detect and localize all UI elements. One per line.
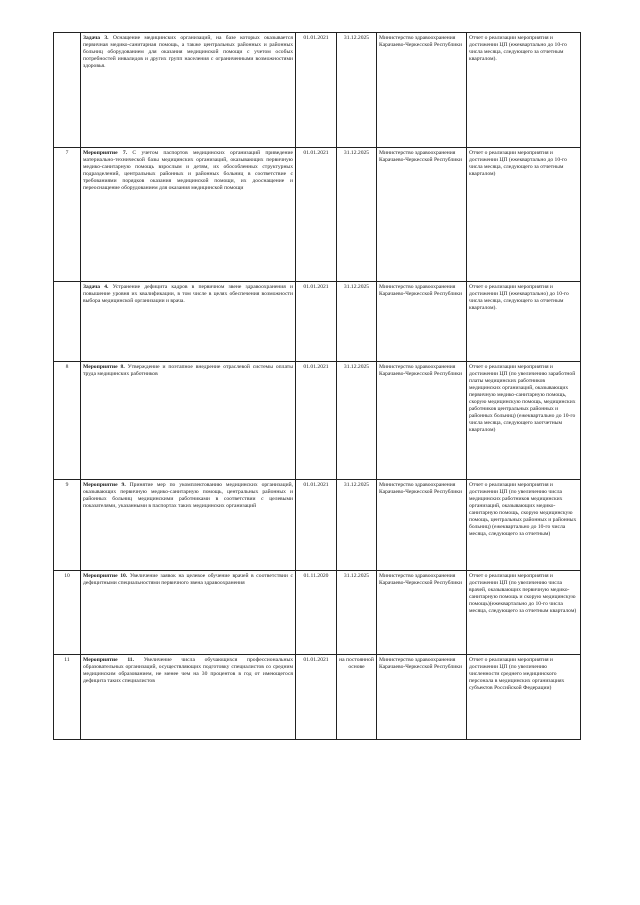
- table-row: [54, 362, 581, 480]
- start-date: 01.01.2021: [296, 33, 337, 148]
- table-row: [54, 282, 581, 362]
- activity-text: Утверждение и поэтапное внедрение отраслевой системы оплаты труда медицинских работников: [83, 363, 293, 377]
- start-date: 01.01.2021: [296, 282, 337, 362]
- activity-label: Мероприятие 7.: [83, 149, 128, 156]
- executor-cell: Министерство здравоохранения Карачаево-Черкесской Республики: [377, 148, 467, 282]
- table-row: [54, 571, 581, 655]
- activity-label: Мероприятие 9.: [83, 481, 126, 488]
- table-row: [54, 148, 581, 282]
- activity-text: Оснащение медицинских организаций, на базе которых оказывается первичная медико-санитарная помощь, а также центральных районных и районных больниц оборудованием для оказания медицинской помощи с учетом особых потребностей инвалидов и других групп населения с ограниченными возможностями здоровья.: [83, 34, 293, 69]
- activity-cell: [81, 655, 296, 740]
- activity-cell: [81, 362, 296, 480]
- activity-text: Устранение дефицита кадров в первичном звене здравоохранения и повышение уровня их квалификации, в том числе в целях обеспечения возможности выбора медицинской организации и врача.: [83, 283, 293, 304]
- report-cell: Отчет о реализации мероприятия и достижении ЦП (по увеличению числа врачей, оказывающих первичную медико-санитарную помощь и скорую медицинскую помощь)(ежеквартально до 10-го числа месяца, следующего за отчетным кварталом): [467, 571, 581, 655]
- row-number: 8: [54, 362, 81, 480]
- activity-label: Мероприятие 11.: [83, 656, 135, 663]
- row-number: 7: [54, 148, 81, 282]
- report-cell: Отчет о реализации мероприятия и достижении ЦП (ежеквартально до 10-го числа месяца, следующего за отчетным кварталом).: [467, 33, 581, 148]
- end-date: 31.12.2025: [337, 282, 377, 362]
- end-date: 31.12.2025: [337, 571, 377, 655]
- activity-text: Увеличение заявок на целевое обучение врачей в соответствии с дефицитными специальностями первичного звена здравоохранения: [83, 572, 294, 586]
- end-date: 31.12.2025: [337, 480, 377, 571]
- report-cell: Отчет о реализации мероприятия и достижении ЦП (по увеличению численности среднего медицинского персонала в медицинских организациях субъектов Российской Федерации): [467, 655, 581, 740]
- row-number: [54, 282, 81, 362]
- end-date: 31.12.2025: [337, 362, 377, 480]
- report-cell: Отчет о реализации мероприятия и достижении ЦП (ежеквартально до 10-го числа месяца, следующего за отчетным кварталом): [467, 148, 581, 282]
- activity-text: Увеличение числа обучающихся профессиональных образовательных организаций, осуществляющих подготовку специалистов со средним медицинским образованием, не менее чем на 30 процентов в год от имеющегося дефицита таких специалистов: [83, 656, 293, 684]
- table-row: [54, 33, 581, 148]
- start-date: 01.01.2021: [296, 362, 337, 480]
- table-row: [54, 480, 581, 571]
- row-number: 11: [54, 655, 81, 740]
- executor-cell: Министерство здравоохранения Карачаево-Черкесской Республики: [377, 655, 467, 740]
- executor-cell: Министерство здравоохранения Карачаево-Черкесской Республики: [377, 480, 467, 571]
- activity-label: Задача 3.: [83, 34, 109, 41]
- activities-table: [53, 32, 581, 740]
- executor-cell: Министерство здравоохранения Карачаево-Черкесской Республики: [377, 33, 467, 148]
- row-number: 9: [54, 480, 81, 571]
- start-date: 01.01.2021: [296, 480, 337, 571]
- activity-cell: [81, 33, 296, 148]
- activity-cell: [81, 571, 296, 655]
- end-date: на постоянной основе: [337, 655, 377, 740]
- start-date: 01.01.2021: [296, 655, 337, 740]
- row-number: 10: [54, 571, 81, 655]
- activity-label: Мероприятие 10.: [83, 572, 128, 579]
- activity-cell: [81, 480, 296, 571]
- table-row: [54, 655, 581, 740]
- report-cell: Отчет о реализации мероприятия и достижении ЦП (по увеличению заработной платы медицинских работников медицинских организаций, оказывающих первичную медико-санитарную помощь, скорую медицинскую помощь, медицинских работников центральных районных и районных больниц) (ежеквартально до 10-го числа месяца, следующего заотчетным кварталом): [467, 362, 581, 480]
- start-date: 01.01.2021: [296, 148, 337, 282]
- executor-cell: Министерство здравоохранения Карачаево-Черкесской Республики: [377, 362, 467, 480]
- activity-cell: [81, 282, 296, 362]
- activity-label: Мероприятие 8.: [83, 363, 125, 370]
- activity-label: Задача 4.: [83, 283, 109, 290]
- report-cell: Отчет о реализации мероприятия и достижении ЦП (по увеличению числа медицинских работников медицинских организаций, оказывающих медико-санитарную помощь, скорую медицинскую помощь, центральных районных и районных больниц) (ежеквартально до 10-го числа месяца, следующего за отчетным): [467, 480, 581, 571]
- end-date: 31.12.2025: [337, 148, 377, 282]
- row-number: [54, 33, 81, 148]
- executor-cell: Министерство здравоохранения Карачаево-Черкесской Республики: [377, 571, 467, 655]
- activity-cell: [81, 148, 296, 282]
- start-date: 01.11.2020: [296, 571, 337, 655]
- activity-text: С учетом паспортов медицинских организаций приведение материально-технической базы медицинских организаций, оказывающих первичную медико-санитарную помощь взрослым и детям, их обособленных структурных подразделений, центральных районных и районных больниц в соответствие с требованиями порядков оказания медицинской помощи, их дооснащение и переоснащение оборудованием для оказания медицинской помощи: [83, 149, 293, 191]
- executor-cell: Министерство здравоохранения Карачаево-Черкесской Республики: [377, 282, 467, 362]
- report-cell: Отчет о реализации мероприятия и достижении ЦП (ежеквартально) до 10-го числа месяца, следующего за отчетным кварталом).: [467, 282, 581, 362]
- activity-text: Принятие мер по укомплектованию медицинских организаций, оказывающих первичную медико-санитарную помощь, центральных районных и районных больниц медицинскими работниками в соответствии с целевыми показателями, указанными в паспортах таких медицинских организаций: [83, 481, 293, 509]
- end-date: 31.12.2025: [337, 33, 377, 148]
